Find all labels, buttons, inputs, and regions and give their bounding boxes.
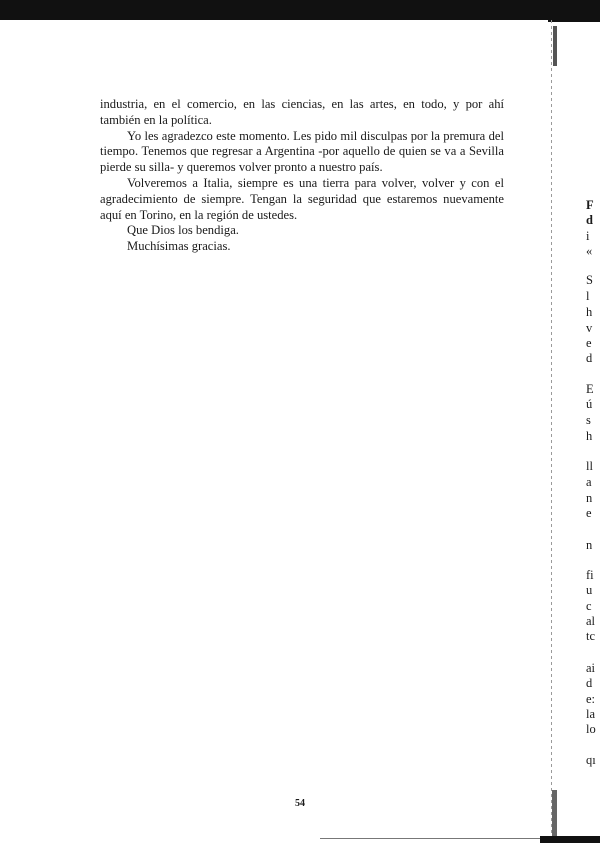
- fragment: d: [586, 676, 593, 690]
- fragment: h: [586, 305, 593, 319]
- fragment: F: [586, 198, 594, 212]
- fragment: d: [586, 351, 593, 365]
- fragment: i: [586, 229, 590, 243]
- fragment: n: [586, 538, 593, 552]
- gutter-shadow-bottom: [552, 790, 557, 836]
- fragment: lo: [586, 722, 596, 736]
- fragment: fi: [586, 568, 594, 582]
- fragment: c: [586, 599, 592, 613]
- paragraph: Muchísimas gracias.: [127, 239, 231, 254]
- fragment: ll: [586, 459, 593, 473]
- paragraph: Que Dios los bendiga.: [127, 223, 239, 238]
- fragment: qı: [586, 753, 596, 767]
- book-gutter: [551, 20, 552, 836]
- scan-bottom-line: [320, 838, 545, 839]
- fragment: e: [586, 336, 592, 350]
- fragment: v: [586, 321, 593, 335]
- fragment: u: [586, 583, 593, 597]
- fragment: n: [586, 491, 593, 505]
- fragment: e:: [586, 692, 596, 706]
- paragraph: Volveremos a Italia, siempre es una tierra para volver, volver y con el agradecimiento de siempre. Tengan la seguridad que estaremos nuevamente aquí en Torino, en la región de ustedes.: [100, 175, 504, 222]
- fragment: h: [586, 429, 593, 443]
- fragment: e: [586, 506, 592, 520]
- fragment: «: [586, 244, 593, 258]
- fragment: l: [586, 289, 590, 303]
- fragment: ai: [586, 661, 596, 675]
- fragment: E: [586, 382, 594, 396]
- paragraph: Yo les agradezco este momento. Les pido mil disculpas por la premura del tiempo. Tenemos que regresar a Argentina -por aquello de quien se va a Sevilla pierde su silla- y queremos volver pronto a nuestro país.: [100, 128, 504, 175]
- fragment: tc: [586, 629, 596, 643]
- fragment: S: [586, 273, 593, 287]
- gutter-shadow-top: [553, 26, 557, 66]
- paragraph-continued: industria, en el comercio, en las ciencias, en las artes, en todo, y por ahí también en la política.: [100, 97, 504, 127]
- fragment: ú: [586, 397, 593, 411]
- page-number: 54: [295, 798, 305, 809]
- fragment: la: [586, 707, 596, 721]
- page-body-text: [100, 97, 504, 255]
- fragment: s: [586, 413, 591, 427]
- fragment: a: [586, 475, 592, 489]
- next-page-fragments: [586, 0, 600, 843]
- fragment: d: [586, 213, 593, 227]
- fragment: al: [586, 614, 596, 628]
- scan-top-edge: [0, 0, 600, 20]
